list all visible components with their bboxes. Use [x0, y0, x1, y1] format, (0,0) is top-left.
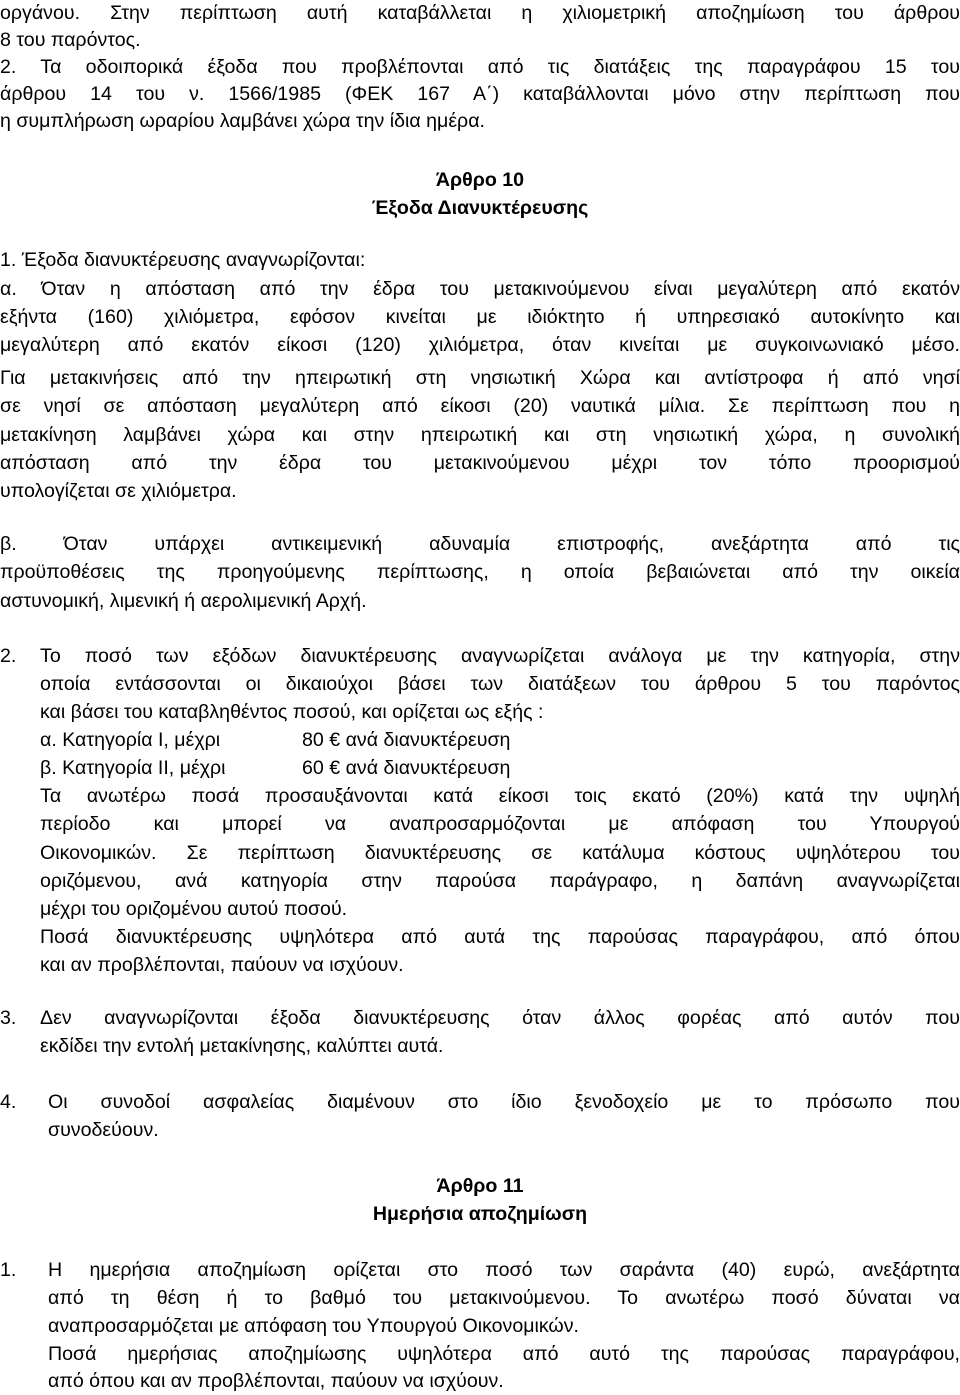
text-line: 2. Τα οδοιπορικά έξοδα που προβλέπονται από τις διατάξεις της παραγράφου 15 του	[0, 56, 960, 78]
paragraph-line: μετακίνηση λαμβάνει χώρα και στην ηπειρωτική και στη νησιωτική χώρα, η συνολική	[0, 424, 960, 446]
article-heading: Άρθρο 10	[435, 169, 525, 191]
category-label: β. Κατηγορία ΙΙ, μέχρι	[40, 757, 226, 779]
paragraph-line: α. Όταν η απόσταση από την έδρα του μετακινούμενου είναι μεγαλύτερη από εκατόν	[0, 278, 960, 300]
category-amount: 60 € ανά διανυκτέρευση	[302, 757, 511, 779]
paragraph-line: οριζόμενου, ανά κατηγορία στην παρούσα παράγραφο, η δαπάνη αναγνωρίζεται	[40, 870, 960, 892]
paragraph-line: Για μετακινήσεις από την ηπειρωτική στη νησιωτική Χώρα και αντίστροφα ή από νησί	[0, 367, 960, 389]
paragraph-line: προϋποθέσεις της προηγούμενης περίπτωσης, η οποία βεβαιώνεται από την οικεία	[0, 561, 960, 583]
text-line: οργάνου. Στην περίπτωση αυτή καταβάλλεται η χιλιομετρική αποζημίωση του άρθρου	[0, 2, 960, 24]
article-heading: Άρθρο 11	[436, 1175, 524, 1197]
paragraph-line: αστυνομική, λιμενική ή αερολιμενική Αρχή.	[0, 590, 367, 612]
list-number: 3.	[0, 1007, 17, 1029]
category-row	[40, 727, 960, 754]
paragraph-line: Οικονομικών. Σε περίπτωση διανυκτέρευσης σε κατάλυμα κόστους υψηλότερου του	[40, 842, 960, 864]
paragraph-line: 1. Έξοδα διανυκτέρευσης αναγνωρίζονται:	[0, 249, 366, 271]
paragraph-line: από όπου και αν προβλέπονται, παύουν να ισχύουν.	[48, 1370, 504, 1392]
category-label: α. Κατηγορία Ι, μέχρι	[40, 729, 221, 751]
paragraph-line: σε νησί σε απόσταση μεγαλύτερη από είκοσι (20) ναυτικά μίλια. Σε περίπτωση που η	[0, 395, 960, 417]
paragraph-line: απόσταση από την έδρα του μετακινούμενου μέχρι τον τόπο προορισμού	[0, 452, 960, 474]
paragraph-line: Ποσά διανυκτέρευσης υψηλότερα από αυτά της παρούσας παραγράφου, από όπου	[40, 926, 960, 948]
paragraph-line: Τα ανωτέρω ποσά προσαυξάνονται κατά είκοσι τοις εκατό (20%) κατά την υψηλή	[40, 785, 960, 807]
paragraph-line: από τη θέση ή το βαθμό του μετακινούμενου. Το ανωτέρω ποσό δύναται να	[48, 1287, 960, 1309]
paragraph-line: και βάσει του καταβληθέντος ποσού, και ορίζεται ως εξής :	[40, 701, 544, 723]
paragraph-line: Ποσά ημερήσιας αποζημίωσης υψηλότερα από αυτό της παρούσας παραγράφου,	[48, 1343, 960, 1365]
category-row	[40, 755, 960, 782]
paragraph-line: συνοδεύουν.	[48, 1119, 159, 1141]
list-number: 4.	[0, 1091, 17, 1113]
text-line: άρθρου 14 του ν. 1566/1985 (ΦΕΚ 167 Α΄) καταβάλλονται μόνο στην περίπτωση που	[0, 83, 960, 105]
text-line: η συμπλήρωση ωραρίου λαμβάνει χώρα την ίδια ημέρα.	[0, 110, 485, 132]
paragraph-line: Η ημερήσια αποζημίωση ορίζεται στο ποσό των σαράντα (40) ευρώ, ανεξάρτητα	[48, 1259, 960, 1281]
category-amount: 80 € ανά διανυκτέρευση	[302, 729, 511, 751]
paragraph-line: υπολογίζεται σε χιλιόμετρα.	[0, 480, 237, 502]
article-title: Έξοδα Διανυκτέρευσης	[371, 197, 589, 219]
paragraph-line: 2. Το ποσό των εξόδων διανυκτέρευσης αναγνωρίζεται ανάλογα με την κατηγορία, στην	[0, 645, 960, 667]
paragraph-line: και αν προβλέπονται, παύουν να ισχύουν.	[40, 954, 404, 976]
paragraph-line: β. Όταν υπάρχει αντικειμενική αδυναμία επιστροφής, ανεξάρτητα από τις	[0, 533, 960, 555]
paragraph-line: οποία εντάσσονται οι δικαιούχοι βάσει των διατάξεων του άρθρου 5 του παρόντος	[40, 673, 960, 695]
text-line: 8 του παρόντος.	[0, 29, 141, 51]
paragraph-line: περίοδο και μπορεί να αναπροσαρμόζονται με απόφαση του Υπουργού	[40, 813, 960, 835]
paragraph-line: μεγαλύτερη από εκατόν είκοσι (120) χιλιόμετρα, όταν κινείται με συγκοινωνιακό μέσο.	[0, 334, 960, 356]
paragraph-line: Οι συνοδοί ασφαλείας διαμένουν στο ίδιο ξενοδοχείο με το πρόσωπο που	[48, 1091, 960, 1113]
article-title: Ημερήσια αποζημίωση	[372, 1203, 588, 1225]
paragraph-line: μέχρι του οριζομένου αυτού ποσού.	[40, 898, 348, 920]
paragraph-line: εκδίδει την εντολή μετακίνησης, καλύπτει αυτά.	[40, 1035, 444, 1057]
paragraph-line: Δεν αναγνωρίζονται έξοδα διανυκτέρευσης όταν άλλος φορέας από αυτόν που	[40, 1007, 960, 1029]
paragraph-line: αναπροσαρμόζεται με απόφαση του Υπουργού Οικονομικών.	[48, 1315, 579, 1337]
list-number: 1.	[0, 1259, 17, 1281]
paragraph-line: εξήντα (160) χιλιόμετρα, εφόσον κινείται με ιδιόκτητο ή υπηρεσιακό αυτοκίνητο και	[0, 306, 960, 328]
